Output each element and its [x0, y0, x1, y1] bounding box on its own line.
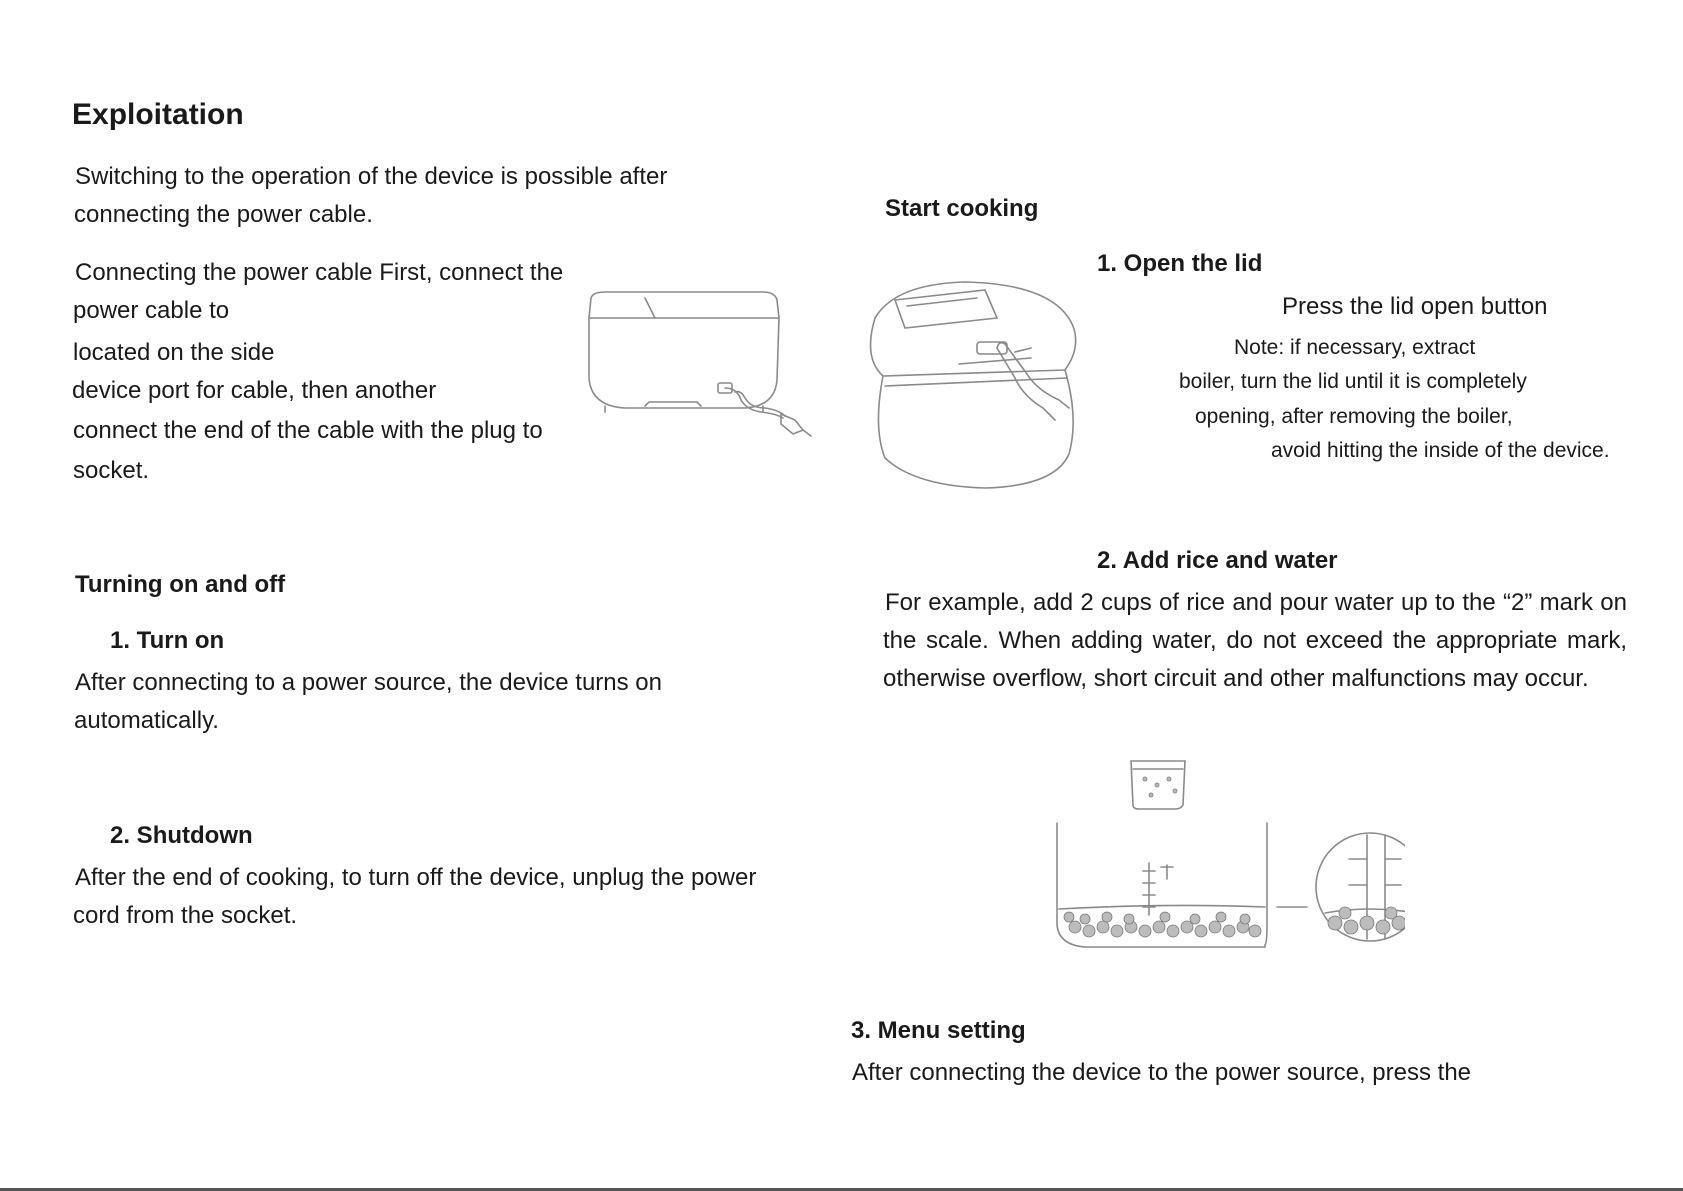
turn-on-heading: 1. Turn on: [110, 627, 225, 654]
shutdown-line-2: cord from the socket.: [73, 902, 298, 929]
shutdown-heading: 2. Shutdown: [110, 822, 253, 849]
add-rice-paragraph: For example, add 2 cups of rice and pour water up to the “2” mark on the scale. When adding water, do not exceed the appropriate mark, otherwise overflow, short circuit and other malfunctions may occur.: [883, 589, 1627, 692]
shutdown-line-1: After the end of cooking, to turn off the device, unplug the power: [75, 864, 757, 891]
turning-heading: Turning on and off: [75, 571, 286, 598]
menu-setting-line: After connecting the device to the power source, press the: [852, 1059, 1472, 1086]
open-lid-heading: 1. Open the lid: [1097, 250, 1263, 277]
cable-line-6: socket.: [73, 457, 150, 484]
rice-water-figure: [1045, 755, 1405, 975]
cable-line-3: located on the side: [73, 339, 275, 366]
note-line-1: Note: if necessary, extract: [1234, 336, 1476, 359]
note-line-3: opening, after removing the boiler,: [1195, 405, 1513, 428]
note-line-2: boiler, turn the lid until it is completely: [1179, 370, 1527, 393]
press-lid-button-text: Press the lid open button: [1282, 293, 1548, 320]
add-rice-heading: 2. Add rice and water: [1097, 547, 1338, 574]
cable-line-4: device port for cable, then another: [72, 377, 437, 404]
cable-line-2: power cable to: [73, 297, 230, 324]
menu-setting-heading: 3. Menu setting: [851, 1017, 1026, 1044]
cable-line-5: connect the end of the cable with the plug to: [73, 417, 543, 444]
intro-line-2: connecting the power cable.: [74, 201, 373, 228]
intro-line-1: Switching to the operation of the device is possible after: [75, 163, 668, 190]
note-line-4: avoid hitting the inside of the device.: [1271, 439, 1610, 462]
turn-on-line-1: After connecting to a power source, the device turns on: [75, 669, 663, 696]
cable-line-1: Connecting the power cable First, connect the: [75, 259, 564, 286]
cooker-side-view-figure: [585, 288, 825, 448]
cooker-lid-open-figure: [855, 278, 1095, 493]
start-cooking-heading: Start cooking: [885, 195, 1039, 222]
turn-on-line-2: automatically.: [74, 707, 219, 734]
page-title: Exploitation: [72, 98, 244, 131]
